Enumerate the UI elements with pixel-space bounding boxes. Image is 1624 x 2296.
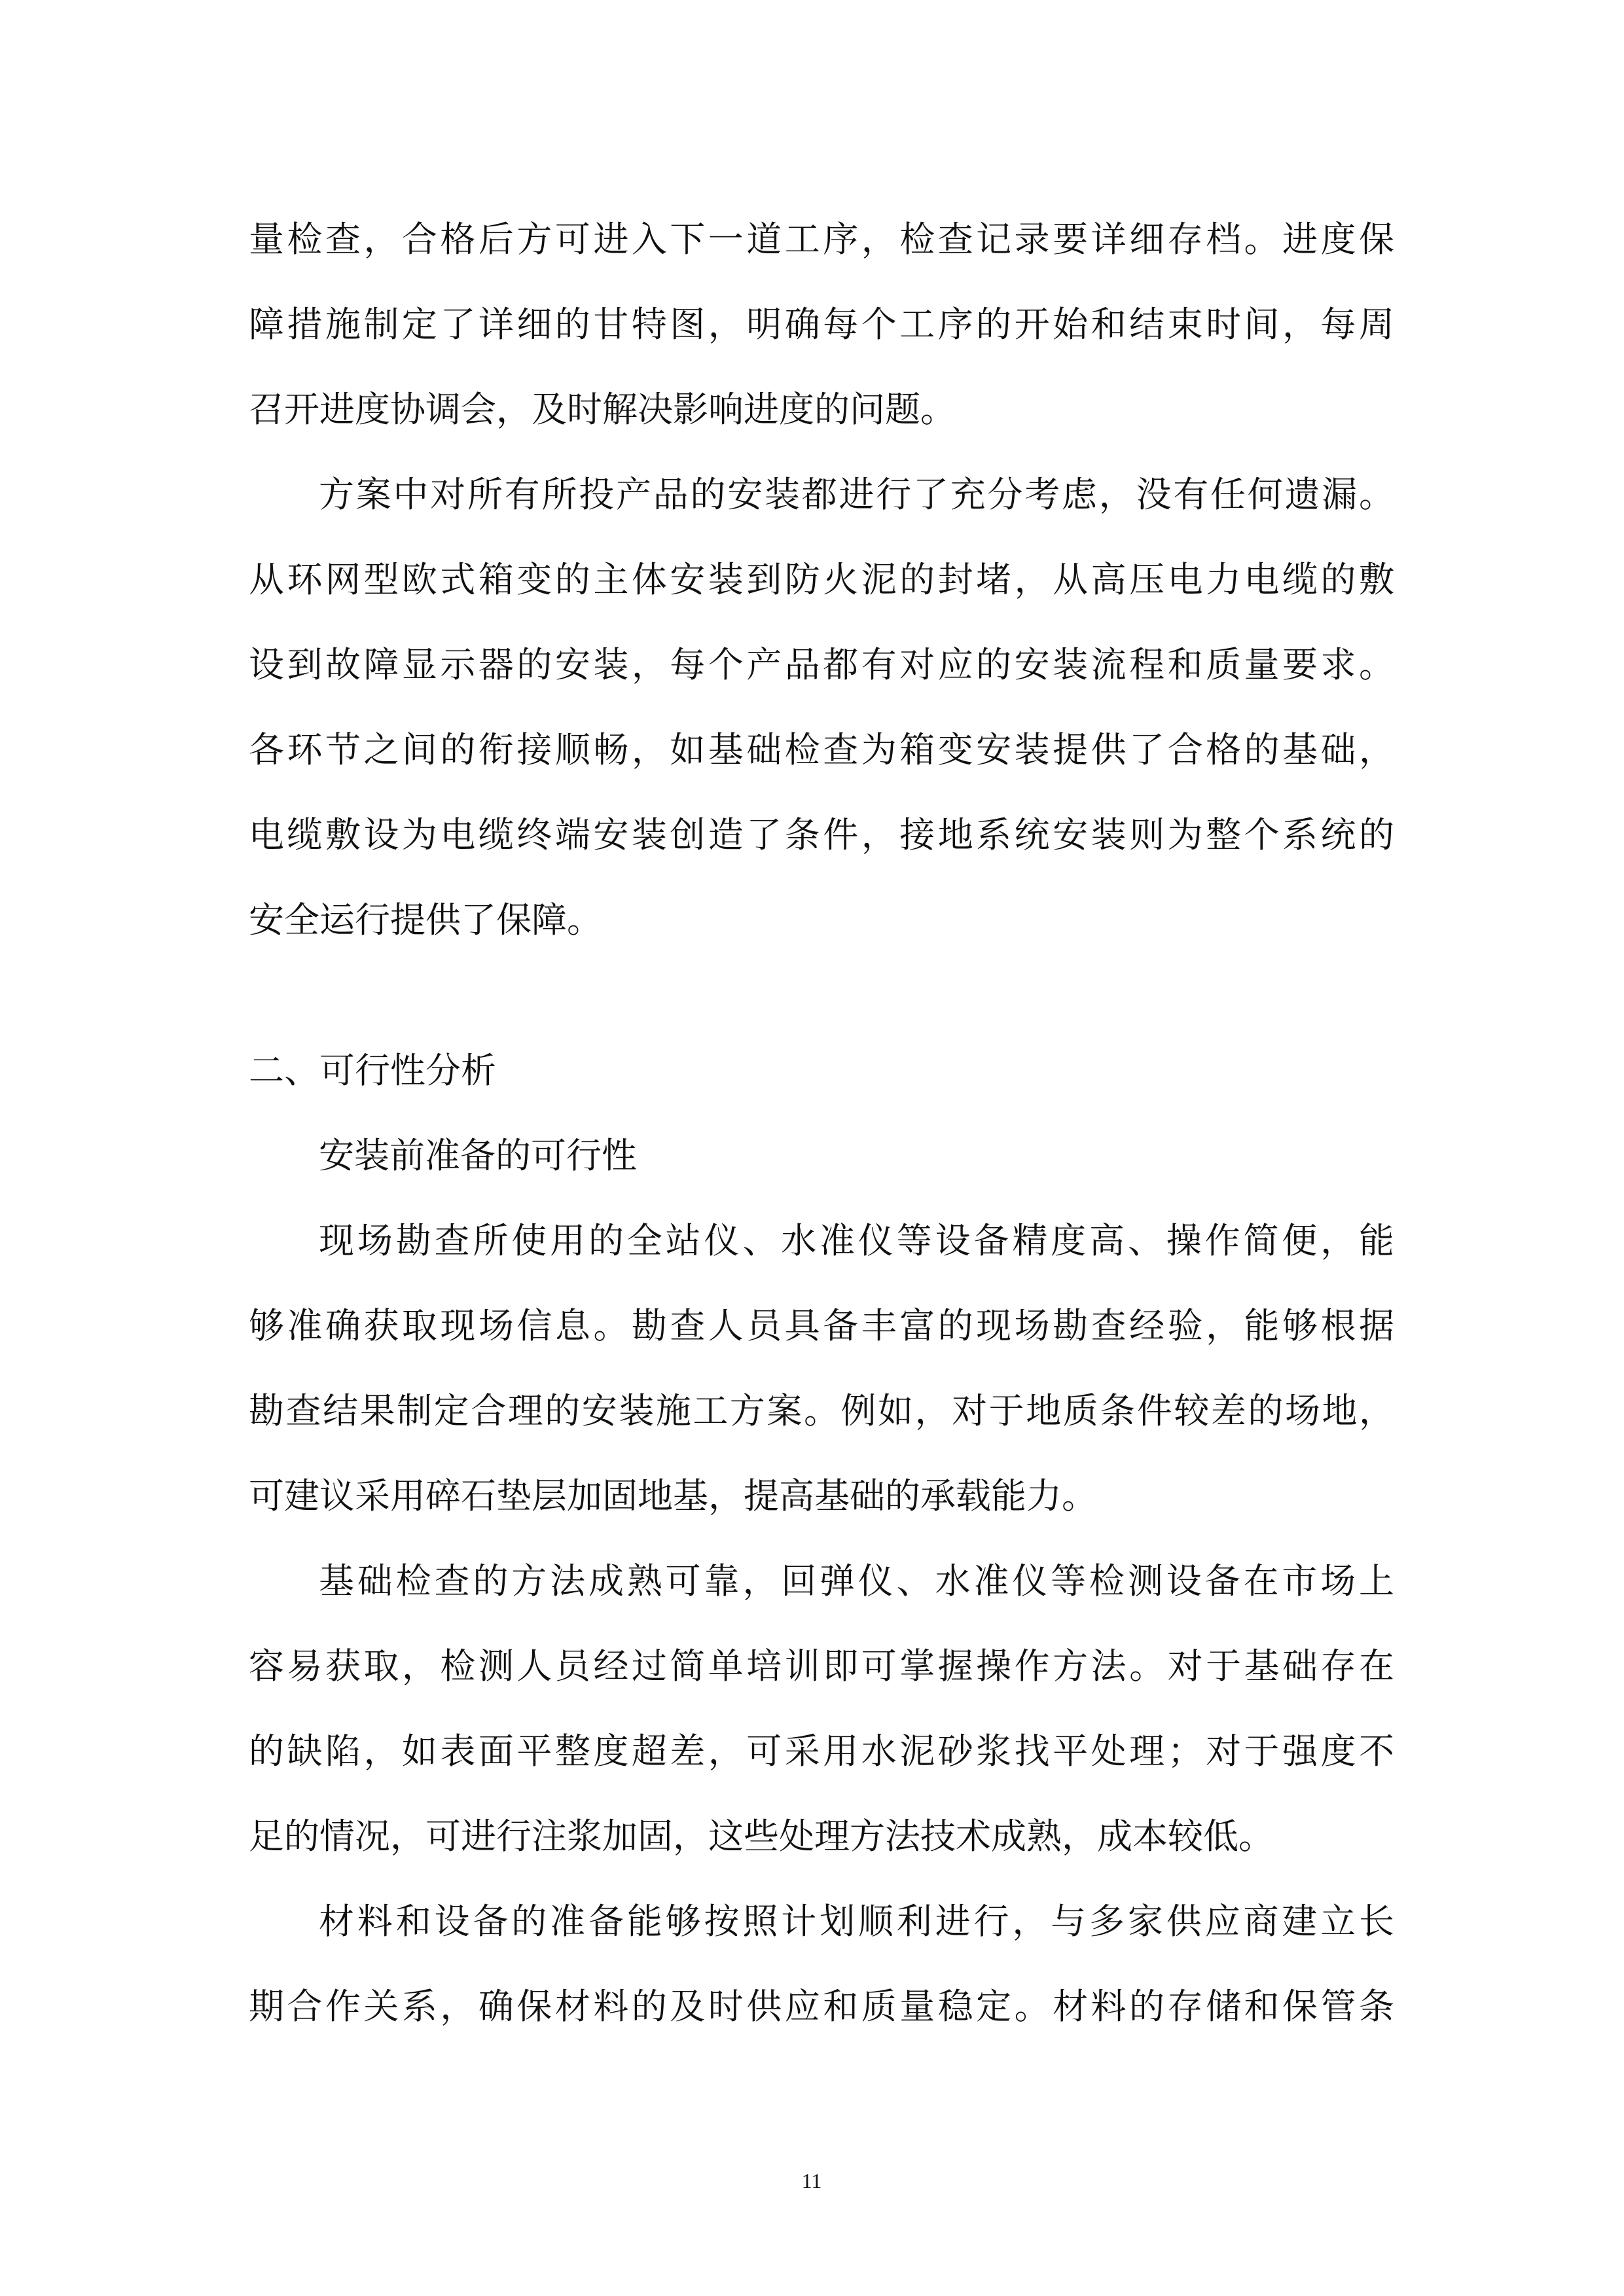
- section-heading: 二、可行性分析: [249, 1050, 496, 1091]
- page-number: 11: [801, 2169, 822, 2193]
- body-text-line: 安全运行提供了保障。: [249, 899, 602, 941]
- paragraph-first-line: 基础检查的方法成熟可靠，回弹仪、水准仪等检测设备在市场上: [319, 1560, 1394, 1602]
- body-text-line: 从环网型欧式箱变的主体安装到防火泥的封堵，从高压电力电缆的敷: [249, 559, 1394, 600]
- body-text-line: 的缺陷，如表面平整度超差，可采用水泥砂浆找平处理；对于强度不: [249, 1731, 1394, 1772]
- body-text-line: 召开进度协调会，及时解决影响进度的问题。: [249, 389, 956, 430]
- body-text-line: 障措施制定了详细的甘特图，明确每个工序的开始和结束时间，每周: [249, 304, 1394, 345]
- paragraph-first-line: 材料和设备的准备能够按照计划顺利进行，与多家供应商建立长: [319, 1901, 1394, 1942]
- body-text-line: 各环节之间的衔接顺畅，如基础检查为箱变安装提供了合格的基础，: [249, 729, 1394, 770]
- body-text-line: 量检查，合格后方可进入下一道工序，检查记录要详细存档。进度保: [249, 219, 1394, 260]
- subsection-heading: 安装前准备的可行性: [319, 1135, 637, 1176]
- body-text-line: 勘查结果制定合理的安装施工方案。例如，对于地质条件较差的场地，: [249, 1390, 1394, 1431]
- body-text-line: 够准确获取现场信息。勘查人员具备丰富的现场勘查经验，能够根据: [249, 1305, 1394, 1346]
- body-text-line: 期合作关系，确保材料的及时供应和质量稳定。材料的存储和保管条: [249, 1986, 1394, 2027]
- paragraph-first-line: 方案中对所有所投产品的安装都进行了充分考虑，没有任何遗漏。: [319, 474, 1394, 515]
- body-text-line: 电缆敷设为电缆终端安装创造了条件，接地系统安装则为整个系统的: [249, 814, 1394, 855]
- paragraph-first-line: 现场勘查所使用的全站仪、水准仪等设备精度高、操作简便，能: [319, 1220, 1394, 1261]
- body-text-line: 容易获取，检测人员经过简单培训即可掌握操作方法。对于基础存在: [249, 1645, 1394, 1687]
- body-text-line: 设到故障显示器的安装，每个产品都有对应的安装流程和质量要求。: [249, 644, 1394, 685]
- body-text-line: 可建议采用碎石垫层加固地基，提高基础的承载能力。: [249, 1475, 1097, 1516]
- body-text-line: 足的情况，可进行注浆加固，这些处理方法技术成熟，成本较低。: [249, 1816, 1274, 1857]
